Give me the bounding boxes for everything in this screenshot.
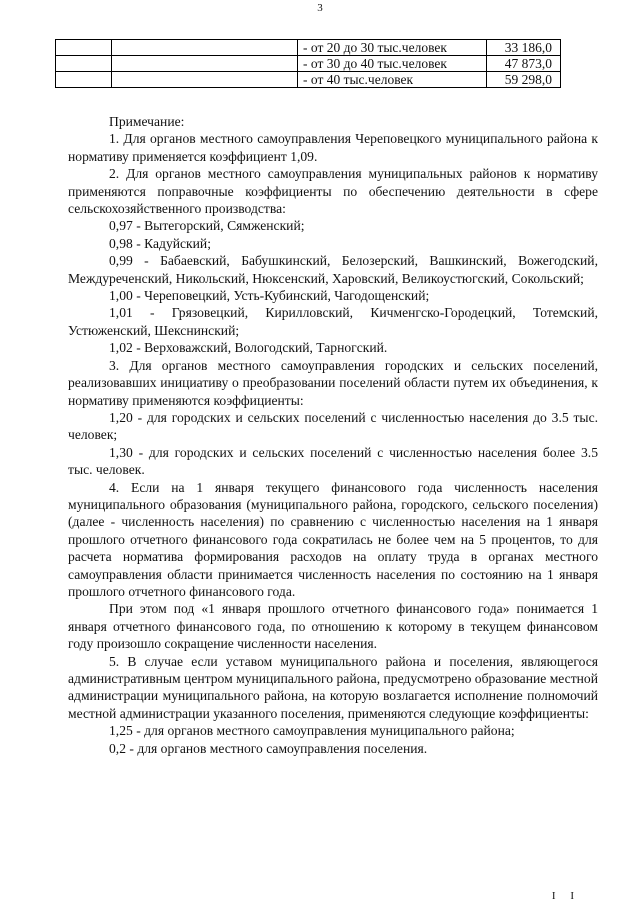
note-paragraph: 1,02 - Верховажский, Вологодский, Тарногский.: [109, 340, 388, 356]
table-cell-empty: [112, 72, 298, 88]
note-paragraph: 3. Для органов местного самоуправления городских и сельских поселений, реализовавших инициативу о преобразовании поселений области путем их объединения, к нормативу применяются коэффициенты:: [68, 357, 598, 408]
table-cell-empty: [112, 56, 298, 72]
note-paragraph: 0,99 - Бабаевский, Бабушкинский, Белозерский, Вашкинский, Вожегодский, Междуреченский, Никольский, Нюксенский, Харовский, Великоустюгский, Сокольский;: [68, 253, 598, 286]
note-paragraph: 1,00 - Череповецкий, Усть-Кубинский, Чагодощенский;: [109, 288, 430, 304]
table-cell-category: - от 20 до 30 тыс.человек: [298, 40, 487, 56]
table-cell-category: - от 30 до 40 тыс.человек: [298, 56, 487, 72]
page-number: 3: [317, 2, 323, 14]
note-paragraph: 1,25 - для органов местного самоуправления муниципального района;: [109, 723, 515, 739]
note-paragraph: 1,01 - Грязовецкий, Кирилловский, Кичменгско-Городецкий, Тотемский, Устюженский, Шекснинский;: [68, 305, 598, 338]
note-paragraph: 0,98 - Кадуйский;: [109, 235, 211, 251]
table-cell-empty: [56, 56, 112, 72]
note-paragraph: 1,30 - для городских и сельских поселений с численностью населения более 3.5 тыс. человек.: [68, 444, 598, 478]
note-paragraph: 0,97 - Вытегорский, Сямженский;: [109, 218, 305, 234]
table-cell-value: 33 186,0: [487, 40, 561, 56]
note-paragraph: 1,20 - для городских и сельских поселений с численностью населения до 3.5 тыс. человек;: [68, 409, 598, 443]
note-paragraph: 4. Если на 1 января текущего финансового года численность населения муниципального образования (муниципального района, городского, сельского поселения) (далее - численность населения) по сравнению с численностью населения на 1 января прошлого отчетного финансового года сократилась не более чем на 5 процентов, то для расчета норматива формирования расходов на оплату труда в органах местного самоуправления области принимается численность населения по состоянию на 1 января прошлого отчетного финансового года.: [68, 479, 598, 599]
notes-title: Примечание:: [109, 114, 185, 129]
table-row: [56, 40, 561, 56]
table-row: [56, 56, 561, 72]
table-cell-empty: [112, 40, 298, 56]
cost-table: [55, 39, 561, 88]
table-cell-value: 47 873,0: [487, 56, 561, 72]
note-paragraph: 0,2 - для органов местного самоуправления поселения.: [109, 740, 428, 756]
table-cell-value: 59 298,0: [487, 72, 561, 88]
notes-section: [68, 113, 598, 757]
note-paragraph: При этом под «1 января прошлого отчетного финансового года» понимается 1 января отчетного финансового года, по отношению к которому в текущем финансовом году произошло сокращение численности населения.: [68, 601, 598, 652]
note-paragraph: 2. Для органов местного самоуправления муниципальных районов к нормативу применяются поправочные коэффициенты по обеспечению деятельности в сфере сельскохозяйственного производства:: [68, 166, 598, 217]
table-cell-empty: [56, 72, 112, 88]
table-row: [56, 72, 561, 88]
note-paragraph: 1. Для органов местного самоуправления Череповецкого муниципального района к нормативу применяется коэффициент 1,09.: [68, 131, 598, 164]
note-paragraph: 5. В случае если уставом муниципального района и поселения, являющегося административным центром муниципального района, предусмотрено образование местной администрации муниципального района, на которую возлагается исполнение полномочий местной администрации указанного поселения, применяются следующие коэффициенты:: [68, 653, 598, 721]
table-cell-empty: [56, 40, 112, 56]
footer-marks: I I: [551, 890, 580, 902]
table-cell-category: - от 40 тыс.человек: [298, 72, 487, 88]
